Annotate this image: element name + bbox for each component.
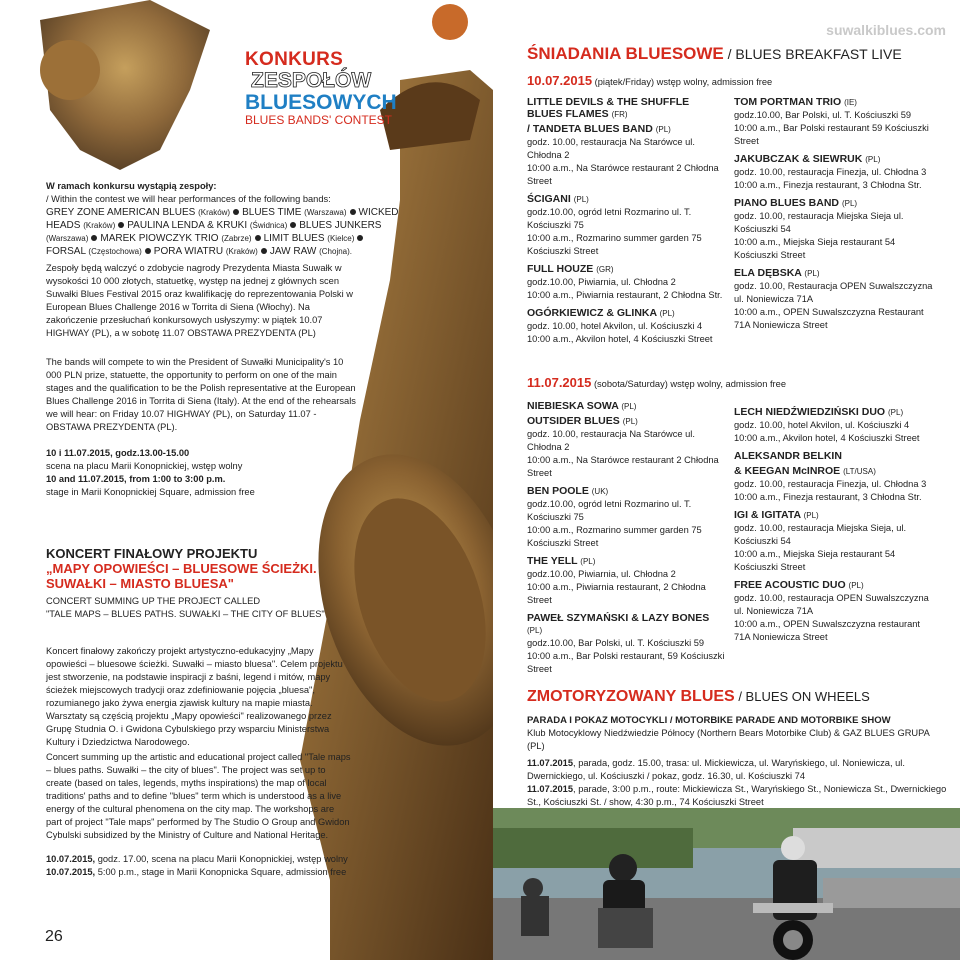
contest-time-en-1: 10 and 11.07.2015, from 1:00 to 3:00 p.m.	[46, 474, 226, 484]
day1-date: 10.07.2015	[527, 73, 593, 88]
act-line	[527, 400, 727, 413]
band-city: (Warszawa)	[46, 234, 89, 243]
act-line	[734, 509, 934, 522]
act-name: IGI & IGITATA	[734, 509, 801, 521]
venue-en: 10:00 a.m., Na Starówce restaurant 2 Chłodna Street	[527, 455, 719, 478]
venue-pl: godz. 10.00, restauracja Na Starówce ul. Chłodna 2	[527, 429, 695, 452]
act-country-2: (PL)	[622, 417, 638, 426]
bullet-dot	[357, 235, 363, 241]
breakfast-entry	[527, 96, 727, 188]
band-city: (Zabrze)	[221, 234, 252, 243]
act-country: (PL)	[580, 557, 596, 566]
contest-title-1: KONKURS	[245, 49, 344, 70]
act-name: PIANO BLUES BAND	[734, 197, 840, 209]
breakfast-entry	[527, 555, 727, 607]
act-name: LITTLE DEVILS & THE SHUFFLE BLUES FLAMES	[527, 96, 690, 120]
breakfast-title	[527, 44, 902, 64]
breakfast-entry	[527, 612, 727, 676]
venue-en: 10:00 a.m., Miejska Sieja restaurant 54 Kościuszki Street	[734, 237, 896, 260]
act-line	[527, 612, 727, 637]
contest-intro-en: / Within the contest we will hear performances of the following bands:	[46, 194, 331, 204]
moto-info	[527, 714, 947, 809]
act-name: THE YELL	[527, 555, 578, 567]
page-number: 26	[45, 928, 63, 945]
moto-club: Klub Motocyklowy Niedźwiedzie Północy (Northern Bears Motorbike Club) & GAZ BLUES GRUPA (PL)	[527, 728, 930, 751]
breakfast-entry	[734, 153, 934, 192]
bullet-dot	[91, 235, 97, 241]
act-line	[734, 197, 934, 210]
venue-en: 10:00 a.m., Bar Polski restaurant 59 Kościuszki Street	[734, 123, 929, 146]
act-line	[734, 450, 934, 463]
act-name: LECH NIEDŹWIEDZIŃSKI DUO	[734, 406, 886, 418]
act-country: (PL)	[865, 155, 881, 164]
act-country: (PL)	[573, 195, 589, 204]
breakfast-entry	[527, 400, 727, 480]
act-name: JAKUBCZAK & SIEWRUK	[734, 153, 863, 165]
venue-pl: godz.10.00, Piwiarnia, ul. Chłodna 2	[527, 277, 676, 287]
moto-title-black: / BLUES ON WHEELS	[734, 689, 870, 704]
act-name: TOM PORTMAN TRIO	[734, 96, 842, 108]
venue-pl: godz. 10.00, hotel Akvilon, ul. Kościuszki 4	[734, 420, 910, 430]
breakfast-entry	[527, 307, 727, 346]
breakfast-entry	[527, 485, 727, 550]
concert-time-en-date: 10.07.2015,	[46, 867, 96, 877]
bullet-dot	[290, 222, 296, 228]
concert-header	[46, 547, 366, 621]
moto-pl-date: 11.07.2015	[527, 758, 574, 768]
moto-title	[527, 688, 957, 706]
moto-title-red: ZMOTORYZOWANY BLUES	[527, 688, 735, 705]
act-country: (UK)	[591, 487, 609, 496]
venue-pl: godz. 10.00, restauracja Miejska Sieja ul. Kościuszki 54	[734, 211, 904, 234]
venue-pl: godz.10.00, ogród letni Rozmarino ul. T. Kościuszki 75	[527, 499, 692, 522]
act-country: (PL)	[527, 626, 543, 635]
act-country: (PL)	[804, 269, 820, 278]
act-line	[527, 263, 727, 276]
concert-time	[46, 853, 366, 879]
band-city: (Świdnica)	[249, 221, 288, 230]
day2-left-column	[527, 398, 727, 681]
venue-pl: godz.10.00, ogród letni Rozmarino ul. T. Kościuszki 75	[527, 207, 692, 230]
band-city: (Kraków)	[198, 208, 231, 217]
band-name: MAREK PIOWCZYK TRIO	[100, 233, 219, 244]
venue-en: 10:00 a.m., Na Starówce restaurant 2 Chłodna Street	[527, 163, 719, 186]
act-country: (PL)	[888, 408, 904, 417]
venue-pl: godz.10.00, Bar Polski, ul. T. Kościuszki 59	[734, 110, 912, 120]
breakfast-title-black: / BLUES BREAKFAST LIVE	[723, 46, 902, 62]
venue-en: 10:00 a.m., Piwiarnia restaurant, 2 Chłodna Str.	[527, 290, 723, 300]
band-name: JAW RAW	[269, 246, 317, 257]
band-name: WICKED HEADS	[46, 207, 399, 231]
venue-pl: godz. 10.00, restauracja Finezja, ul. Chłodna 3	[734, 479, 927, 489]
right-page	[493, 0, 960, 960]
act-country: (PL)	[848, 581, 864, 590]
act-country: (IE)	[844, 98, 857, 107]
breakfast-entry	[734, 96, 934, 148]
day1-left-column	[527, 94, 727, 351]
bullet-dot	[261, 248, 267, 254]
concert-title-3: SUWAŁKI – MIASTO BLUESA"	[46, 576, 234, 591]
act-name-2: OUTSIDER BLUES	[527, 415, 620, 427]
venue-en: 10:00 a.m., Rozmarino summer garden 75 Kościuszki Street	[527, 525, 702, 548]
act-line-2	[527, 123, 727, 136]
concert-title-en-1: CONCERT SUMMING UP THE PROJECT CALLED	[46, 596, 261, 606]
act-name: NIEBIESKA SOWA	[527, 400, 619, 412]
act-line	[734, 406, 934, 419]
act-country: (PL)	[659, 309, 675, 318]
venue-en: 10:00 a.m., Akvilon hotel, 4 Kościuszki Street	[734, 433, 920, 443]
venue-pl: godz. 10.00, restauracja Finezja, ul. Chłodna 3	[734, 167, 927, 177]
breakfast-entry	[734, 450, 934, 504]
act-country: (PL)	[803, 511, 819, 520]
day1-right-column	[734, 94, 934, 337]
band-list	[46, 206, 406, 258]
venue-en: 10:00 a.m., Miejska Sieja restaurant 54 Kościuszki Street	[734, 549, 896, 572]
band-city: (Częstochowa)	[88, 247, 142, 256]
breakfast-entry	[527, 193, 727, 258]
act-line	[734, 267, 934, 280]
act-line-2	[527, 415, 727, 428]
venue-pl: godz. 10.00, hotel Akvilon, ul. Kościuszki 4	[527, 321, 703, 331]
act-country: (PL)	[841, 199, 858, 208]
band-name: PAULINA LENDA & KRUKI	[127, 220, 248, 231]
act-name: ALEKSANDR BELKIN	[734, 450, 842, 462]
band-city: (Kraków)	[225, 247, 258, 256]
venue-en: 10:00 a.m., Rozmarino summer garden 75 Kościuszki Street	[527, 233, 702, 256]
act-name: ŚCIGANI	[527, 193, 571, 205]
bullet-dot	[255, 235, 261, 241]
website-url: suwalkiblues.com	[826, 22, 946, 38]
day2-header	[527, 376, 947, 391]
act-line	[527, 555, 727, 568]
act-line-2	[734, 465, 934, 478]
contest-time	[46, 447, 358, 499]
concert-desc-pl: Koncert finałowy zakończy projekt artystyczno-edukacyjny „Mapy opowieści – bluesowe ścieżki. Suwałki – miasto bluesa". Celem projektu jest stworzenie, na podstawie inspiracji z baśni, legend i mitów, mapy ścieżek miejscowych tradycji oraz zdefiniowanie pojęcia „bluesa", rozumianego jako żywa energia zjawisk kultury na mapie miasta. Warsztaty są częścią projektu „Mapy opowieści" realizowanego przez Grupę Studnia O. i Gwidona Cybulskiego przy wsparciu Ministerstwa Kultury i Dziedzictwa Narodowego.	[46, 646, 343, 747]
bullet-dot	[145, 248, 151, 254]
motorbike-photo	[493, 808, 960, 960]
contest-title-2: ZESPOŁÓW	[251, 69, 372, 92]
band-name: PORA WIATRU	[153, 246, 224, 257]
act-country-2: (PL)	[655, 125, 671, 134]
breakfast-title-red: ŚNIADANIA BLUESOWE	[527, 44, 724, 63]
act-country: (FR)	[611, 110, 628, 119]
contest-time-pl-2: scena na placu Marii Konopnickiej, wstęp wolny	[46, 461, 243, 471]
band-name: LIMIT BLUES	[263, 233, 325, 244]
venue-en: 10:00 a.m., Finezja restaurant, 3 Chłodna Str.	[734, 492, 922, 502]
contest-time-pl-1: 10 i 11.07.2015, godz.13.00-15.00	[46, 448, 190, 458]
act-line	[527, 485, 727, 498]
venue-pl: godz. 10.00, Restauracja OPEN Suwalszczyzna ul. Noniewicza 71A	[734, 281, 933, 304]
concert-title-en-2: "TALE MAPS – BLUES PATHS. SUWAŁKI – THE CITY OF BLUES"	[46, 609, 325, 619]
concert-time-en: 5:00 p.m., stage in Marii Konopnicka Square, admission free	[95, 867, 347, 877]
venue-en: 10:00 a.m., Finezja restaurant, 3 Chłodna Str.	[734, 180, 922, 190]
day2-right-column	[734, 404, 934, 649]
act-name: ELA DĘBSKA	[734, 267, 802, 279]
concert-time-pl: godz. 17.00, scena na placu Marii Konopnickiej, wstęp wolny	[95, 854, 348, 864]
act-name-2: & KEEGAN McINROE	[734, 465, 841, 477]
act-line	[734, 579, 934, 592]
breakfast-entry	[734, 197, 934, 262]
breakfast-entry	[734, 267, 934, 332]
moto-en-date: 11.07.2015	[527, 784, 574, 794]
act-line	[527, 307, 727, 320]
venue-en: 10:00 a.m., OPEN Suwalszczyzna Restaurant 71A Noniewicza Street	[734, 307, 924, 330]
contest-intro-pl: W ramach konkursu wystąpią zespoły:	[46, 181, 217, 191]
day2-date: 11.07.2015	[527, 375, 592, 390]
venue-en: 10:00 a.m., Akvilon hotel, 4 Kościuszki Street	[527, 334, 713, 344]
act-name: OGÓRKIEWICZ & GLINKA	[527, 307, 657, 319]
moto-pl: , parada, godz. 15.00, trasa: ul. Mickiewicza, ul. Waryńskiego, ul. Noniewicza, ul. Dwernickiego, ul. Kościuszki / pokaz, godz. 16.30, ul. Kościuszki 74	[527, 758, 905, 781]
day2-info: (sobota/Saturday) wstęp wolny, admission free	[591, 379, 786, 389]
act-name-2: / TANDETA BLUES BAND	[527, 123, 653, 135]
band-name: GREY ZONE AMERICAN BLUES	[46, 207, 196, 218]
contest-title-3: BLUESOWYCH	[245, 91, 397, 114]
venue-pl: godz. 10.00, restauracja OPEN Suwalszczyzna ul. Noniewicza 71A	[734, 593, 929, 616]
band-name: BLUES TIME	[242, 207, 302, 218]
breakfast-entry	[734, 509, 934, 574]
act-name: FREE ACOUSTIC DUO	[734, 579, 846, 591]
contest-bands-section	[46, 180, 406, 258]
venue-pl: godz.10.00, Piwiarnia, ul. Chłodna 2	[527, 569, 676, 579]
band-name: BLUES JUNKERS	[299, 220, 382, 231]
breakfast-entry	[734, 579, 934, 644]
contest-desc-pl: Zespoły będą walczyć o zdobycie nagrody Prezydenta Miasta Suwałk w wysokości 10 000 złotych, statuetkę, występ na jednej z głównych scen Suwałki Blues Festival 2015 oraz kwalifikację do reprezentowania Polski w European Blues Challenge 2016 w Torrita di Siena (Włochy). Na zakończenie przesłuchań konkursowych usłyszymy: w piątek 10.07 HIGHWAY (PL), a w sobotę 11.07 OBSTAWA PREZYDENTA (PL)	[46, 263, 353, 338]
bullet-dot	[233, 209, 239, 215]
venue-en: 10:00 a.m., Bar Polski restaurant, 59 Kościuszki Street	[527, 651, 725, 674]
venue-pl: godz. 10.00, restauracja Miejska Sieja, ul. Kościuszki 54	[734, 523, 907, 546]
act-name: FULL HOUZE	[527, 263, 594, 275]
act-line	[734, 96, 934, 109]
day1-info: (piątek/Friday) wstęp wolny, admission free	[592, 77, 773, 87]
day1-header	[527, 74, 947, 89]
bullet-dot	[350, 209, 356, 215]
band-city: (Warszawa)	[304, 208, 347, 217]
act-country: (PL)	[621, 402, 637, 411]
contest-desc-en: The bands will compete to win the President of Suwałki Municipality's 10 000 PLN prize, statuette, the opportunity to perform on one of the main stages and the qualification to be the Polish representative at the European Blues Challenge 2016 in Torrita di Siena (Italy). At the end of the rehearsals we will hear: on Friday 10.07 HIGHWAY (PL), on Saturday 11.07 - OBSTAWA PREZYDENTA (PL).	[46, 357, 356, 432]
act-line	[527, 96, 727, 121]
act-name: PAWEŁ SZYMAŃSKI & LAZY BONES	[527, 612, 710, 624]
act-line	[734, 153, 934, 166]
act-name: BEN POOLE	[527, 485, 589, 497]
breakfast-entry	[527, 263, 727, 302]
venue-en: 10:00 a.m., Piwiarnia restaurant, 2 Chłodna Street	[527, 582, 706, 605]
band-city: (Kielce)	[327, 234, 355, 243]
concert-title-2: „MAPY OPOWIEŚCI – BLUESOWE ŚCIEŻKI.	[46, 561, 317, 576]
moto-subtitle: PARADA I POKAZ MOTOCYKLI / MOTORBIKE PARADE AND MOTORBIKE SHOW	[527, 715, 891, 726]
concert-desc-en: Concert summing up the artistic and educational project called "Tale maps – blues paths. Suwałki – the city of blues". The project was set up to create (based on tales, legends, myths inspirations) the map of local traditions' paths and to define "blues" term which is understood as a live energy of the cultural phenomena on the city map. The workshops are part of project "Tale maps" performed by The Studio O Group and Gwidon Cybulski subsidized by the Ministry of Culture and National Heritage.	[46, 752, 351, 840]
moto-en: , parade, 3:00 p.m., route: Mickiewicza St., Waryńskiego St., Noniewicza St., Dwernickiego St., Kościuszki St. / show, 4:30 p.m., 74 Kościuszki Street	[527, 784, 947, 807]
act-country: (GR)	[596, 265, 614, 274]
concert-title-1: KONCERT FINAŁOWY PROJEKTU	[46, 546, 258, 561]
contest-title-en: BLUES BANDS' CONTEST	[245, 113, 392, 127]
band-city: (Kraków)	[83, 221, 116, 230]
venue-pl: godz. 10.00, restauracja Na Starówce ul. Chłodna 2	[527, 137, 695, 160]
bullet-dot	[118, 222, 124, 228]
act-country-2: (LT/USA)	[843, 467, 876, 476]
concert-time-pl-date: 10.07.2015,	[46, 854, 96, 864]
page-number-box	[0, 918, 90, 960]
contest-time-en-2: stage in Marii Konopnickiej Square, admission free	[46, 487, 255, 497]
venue-pl: godz.10.00, Bar Polski, ul. T. Kościuszki 59	[527, 638, 705, 648]
band-name: FORSAL	[46, 246, 86, 257]
breakfast-entry	[734, 406, 934, 445]
band-city: (Chojna).	[319, 247, 353, 256]
venue-en: 10:00 a.m., OPEN Suwalszczyzna restaurant 71A Noniewicza Street	[734, 619, 921, 642]
act-line	[527, 193, 727, 206]
contest-header	[245, 50, 485, 127]
